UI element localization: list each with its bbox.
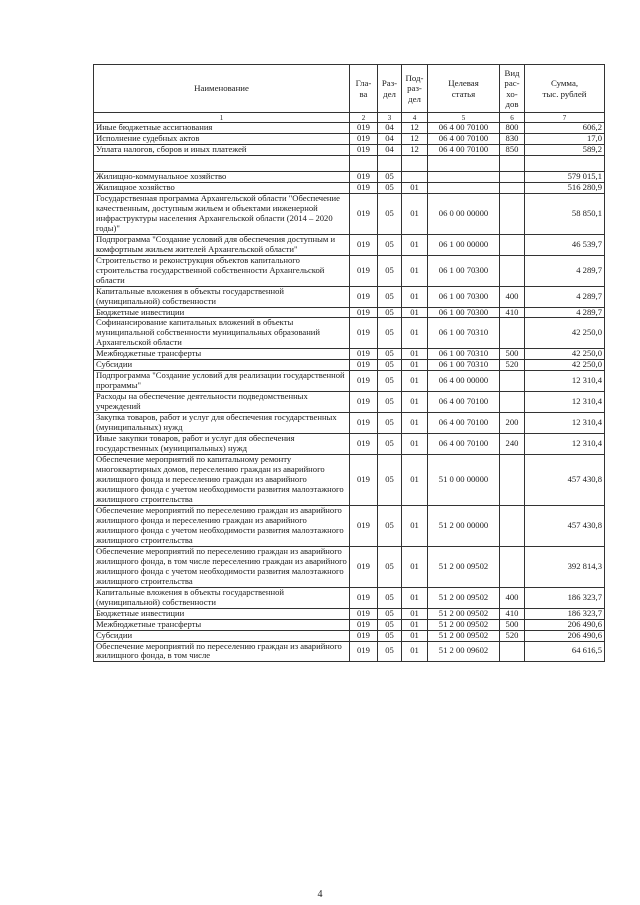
row-name-cell: Исполнение судебных актов <box>94 133 350 144</box>
row-exp-type-cell <box>500 193 525 234</box>
row-chapter-cell: 019 <box>350 286 378 307</box>
table-body <box>94 123 605 662</box>
row-chapter-cell: 019 <box>350 434 378 455</box>
header-name: Наименование <box>94 65 350 113</box>
row-name-cell: Капитальные вложения в объекты государственной (муниципальной) собственности <box>94 286 350 307</box>
header-target: Целевая статья <box>428 65 500 113</box>
row-sum-cell: 42 250,0 <box>525 360 605 371</box>
row-section-cell: 05 <box>378 505 402 546</box>
row-sum-cell: 42 250,0 <box>525 318 605 349</box>
table-row <box>94 171 605 182</box>
table-row <box>94 307 605 318</box>
row-chapter-cell: 019 <box>350 193 378 234</box>
row-section-cell: 04 <box>378 144 402 155</box>
row-exp-type-cell <box>500 455 525 506</box>
row-exp-type-cell: 520 <box>500 360 525 371</box>
table-row <box>94 255 605 286</box>
table-row <box>94 182 605 193</box>
row-chapter-cell: 019 <box>350 505 378 546</box>
row-subsection-cell: 01 <box>402 608 428 619</box>
row-chapter-cell: 019 <box>350 392 378 413</box>
row-exp-type-cell: 500 <box>500 349 525 360</box>
table-row <box>94 318 605 349</box>
row-name-cell: Бюджетные инвестиции <box>94 608 350 619</box>
row-section-cell: 05 <box>378 286 402 307</box>
row-name-cell: Расходы на обеспечение деятельности подведомственных учреждений <box>94 392 350 413</box>
row-subsection-cell: 01 <box>402 193 428 234</box>
row-name-cell: Межбюджетные трансферты <box>94 349 350 360</box>
row-subsection-cell: 01 <box>402 619 428 630</box>
table-row <box>94 133 605 144</box>
row-sum-cell: 516 280,9 <box>525 182 605 193</box>
row-sum-cell: 589,2 <box>525 144 605 155</box>
table-row <box>94 455 605 506</box>
table-row <box>94 546 605 587</box>
table-row <box>94 434 605 455</box>
row-exp-type-cell: 850 <box>500 144 525 155</box>
header-exp-type: Вид рас- хо- дов <box>500 65 525 113</box>
row-exp-type-cell <box>500 234 525 255</box>
row-chapter-cell: 019 <box>350 371 378 392</box>
row-target-cell: 06 4 00 70100 <box>428 123 500 134</box>
row-section-cell: 04 <box>378 133 402 144</box>
row-exp-type-cell <box>500 505 525 546</box>
row-chapter-cell <box>350 155 378 171</box>
row-sum-cell: 12 310,4 <box>525 371 605 392</box>
page-number: 4 <box>317 889 323 900</box>
row-chapter-cell: 019 <box>350 133 378 144</box>
row-exp-type-cell: 800 <box>500 123 525 134</box>
row-target-cell: 51 2 00 09502 <box>428 587 500 608</box>
column-number: 3 <box>378 113 402 123</box>
row-chapter-cell: 019 <box>350 455 378 506</box>
row-sum-cell: 12 310,4 <box>525 392 605 413</box>
header-subsection: Под- раз- дел <box>402 65 428 113</box>
row-sum-cell: 4 289,7 <box>525 307 605 318</box>
row-exp-type-cell <box>500 392 525 413</box>
row-sum-cell: 579 015,1 <box>525 171 605 182</box>
row-target-cell: 06 1 00 70310 <box>428 360 500 371</box>
row-target-cell: 51 2 00 09502 <box>428 608 500 619</box>
column-number-row <box>94 113 605 123</box>
row-subsection-cell: 01 <box>402 318 428 349</box>
row-subsection-cell: 01 <box>402 307 428 318</box>
row-exp-type-cell <box>500 641 525 662</box>
row-subsection-cell: 12 <box>402 144 428 155</box>
row-section-cell <box>378 155 402 171</box>
row-chapter-cell: 019 <box>350 413 378 434</box>
row-exp-type-cell <box>500 171 525 182</box>
header-sum: Сумма, тыс. рублей <box>525 65 605 113</box>
row-sum-cell: 46 539,7 <box>525 234 605 255</box>
column-number: 4 <box>402 113 428 123</box>
row-chapter-cell: 019 <box>350 307 378 318</box>
row-chapter-cell: 019 <box>350 587 378 608</box>
row-chapter-cell: 019 <box>350 255 378 286</box>
row-section-cell: 05 <box>378 608 402 619</box>
row-sum-cell <box>525 155 605 171</box>
row-section-cell: 05 <box>378 193 402 234</box>
row-exp-type-cell: 520 <box>500 630 525 641</box>
row-subsection-cell: 01 <box>402 182 428 193</box>
row-subsection-cell: 01 <box>402 630 428 641</box>
row-name-cell: Межбюджетные трансферты <box>94 619 350 630</box>
table-row <box>94 413 605 434</box>
row-sum-cell: 4 289,7 <box>525 286 605 307</box>
row-name-cell: Субсидии <box>94 360 350 371</box>
row-sum-cell: 206 490,6 <box>525 630 605 641</box>
row-section-cell: 04 <box>378 123 402 134</box>
row-section-cell: 05 <box>378 360 402 371</box>
row-target-cell: 06 0 00 00000 <box>428 193 500 234</box>
table-row <box>94 630 605 641</box>
row-name-cell: Подпрограмма "Создание условий для реализации государственной программы" <box>94 371 350 392</box>
table-row <box>94 155 605 171</box>
row-chapter-cell: 019 <box>350 619 378 630</box>
row-target-cell: 06 1 00 00000 <box>428 234 500 255</box>
row-sum-cell: 64 616,5 <box>525 641 605 662</box>
row-chapter-cell: 019 <box>350 123 378 134</box>
row-target-cell: 51 0 00 00000 <box>428 455 500 506</box>
row-subsection-cell: 01 <box>402 392 428 413</box>
row-exp-type-cell: 400 <box>500 286 525 307</box>
row-chapter-cell: 019 <box>350 641 378 662</box>
table-row <box>94 144 605 155</box>
row-exp-type-cell: 410 <box>500 608 525 619</box>
row-subsection-cell: 01 <box>402 546 428 587</box>
row-section-cell: 05 <box>378 182 402 193</box>
row-name-cell: Обеспечение мероприятий по переселению граждан из аварийного жилищного фонда и переселению граждан из аварийного жилищного фонда с учетом необходимости развития малоэтажного жилищного строительства <box>94 505 350 546</box>
row-name-cell: Подпрограмма "Создание условий для обеспечения доступным и комфортным жильем жителей Архангельской области" <box>94 234 350 255</box>
row-name-cell: Государственная программа Архангельской области "Обеспечение качественным, доступным жильем и объектами инженерной инфраструктуры населения Архангельской области (2014 – 2020 годы)" <box>94 193 350 234</box>
table-row <box>94 641 605 662</box>
row-subsection-cell <box>402 171 428 182</box>
row-sum-cell: 186 323,7 <box>525 608 605 619</box>
table-row <box>94 234 605 255</box>
row-sum-cell: 4 289,7 <box>525 255 605 286</box>
row-section-cell: 05 <box>378 307 402 318</box>
row-exp-type-cell <box>500 255 525 286</box>
row-target-cell: 06 1 00 70310 <box>428 349 500 360</box>
table-row <box>94 286 605 307</box>
row-chapter-cell: 019 <box>350 144 378 155</box>
row-name-cell: Жилищное хозяйство <box>94 182 350 193</box>
column-number: 1 <box>94 113 350 123</box>
row-subsection-cell: 01 <box>402 505 428 546</box>
row-target-cell: 06 4 00 70100 <box>428 413 500 434</box>
row-exp-type-cell <box>500 371 525 392</box>
row-name-cell: Софинансирование капитальных вложений в объекты муниципальной собственности муниципальных образований Архангельской области <box>94 318 350 349</box>
row-section-cell: 05 <box>378 371 402 392</box>
row-target-cell: 06 1 00 70310 <box>428 318 500 349</box>
row-exp-type-cell: 400 <box>500 587 525 608</box>
row-target-cell: 06 4 00 70100 <box>428 434 500 455</box>
row-name-cell: Закупка товаров, работ и услуг для обеспечения государственных (муниципальных) нужд <box>94 413 350 434</box>
row-sum-cell: 186 323,7 <box>525 587 605 608</box>
row-target-cell: 06 4 00 70100 <box>428 392 500 413</box>
row-sum-cell: 457 430,8 <box>525 505 605 546</box>
table-row <box>94 619 605 630</box>
row-sum-cell: 392 814,3 <box>525 546 605 587</box>
table-row <box>94 371 605 392</box>
row-subsection-cell: 01 <box>402 434 428 455</box>
header-section: Раз- дел <box>378 65 402 113</box>
row-sum-cell: 12 310,4 <box>525 413 605 434</box>
column-number: 5 <box>428 113 500 123</box>
row-exp-type-cell: 200 <box>500 413 525 434</box>
row-target-cell: 51 2 00 09602 <box>428 641 500 662</box>
row-subsection-cell: 01 <box>402 286 428 307</box>
row-name-cell: Иные закупки товаров, работ и услуг для обеспечения государственных (муниципальных) нужд <box>94 434 350 455</box>
row-exp-type-cell <box>500 546 525 587</box>
row-target-cell <box>428 155 500 171</box>
row-chapter-cell: 019 <box>350 630 378 641</box>
row-chapter-cell: 019 <box>350 182 378 193</box>
row-section-cell: 05 <box>378 171 402 182</box>
row-target-cell: 51 2 00 09502 <box>428 630 500 641</box>
row-section-cell: 05 <box>378 255 402 286</box>
row-target-cell: 51 2 00 09502 <box>428 546 500 587</box>
row-section-cell: 05 <box>378 434 402 455</box>
row-subsection-cell <box>402 155 428 171</box>
row-section-cell: 05 <box>378 392 402 413</box>
row-subsection-cell: 01 <box>402 234 428 255</box>
row-name-cell: Субсидии <box>94 630 350 641</box>
row-exp-type-cell <box>500 155 525 171</box>
row-exp-type-cell: 500 <box>500 619 525 630</box>
budget-table <box>93 64 605 662</box>
row-sum-cell: 606,2 <box>525 123 605 134</box>
column-number: 2 <box>350 113 378 123</box>
row-chapter-cell: 019 <box>350 546 378 587</box>
row-chapter-cell: 019 <box>350 360 378 371</box>
row-exp-type-cell: 240 <box>500 434 525 455</box>
row-subsection-cell: 01 <box>402 455 428 506</box>
row-sum-cell: 58 850,1 <box>525 193 605 234</box>
row-exp-type-cell <box>500 182 525 193</box>
header-row <box>94 65 605 113</box>
row-chapter-cell: 019 <box>350 318 378 349</box>
column-number: 6 <box>500 113 525 123</box>
row-target-cell: 06 4 00 00000 <box>428 371 500 392</box>
row-target-cell: 51 2 00 09502 <box>428 619 500 630</box>
row-section-cell: 05 <box>378 619 402 630</box>
row-section-cell: 05 <box>378 413 402 434</box>
row-name-cell: Иные бюджетные ассигнования <box>94 123 350 134</box>
table-row <box>94 505 605 546</box>
row-sum-cell: 42 250,0 <box>525 349 605 360</box>
row-target-cell: 06 1 00 70300 <box>428 255 500 286</box>
row-target-cell: 06 4 00 70100 <box>428 144 500 155</box>
row-name-cell: Обеспечение мероприятий по капитальному ремонту многоквартирных домов, переселению граждан из аварийного жилищного фонда и переселению граждан из аварийного жилищного фонда с учетом необходимости развития малоэтажного жилищного строительства <box>94 455 350 506</box>
row-chapter-cell: 019 <box>350 171 378 182</box>
table-row <box>94 360 605 371</box>
row-target-cell <box>428 171 500 182</box>
row-sum-cell: 457 430,8 <box>525 455 605 506</box>
table-row <box>94 193 605 234</box>
row-sum-cell: 206 490,6 <box>525 619 605 630</box>
row-chapter-cell: 019 <box>350 234 378 255</box>
table-row <box>94 123 605 134</box>
row-name-cell: Уплата налогов, сборов и иных платежей <box>94 144 350 155</box>
row-name-cell: Капитальные вложения в объекты государственной (муниципальной) собственности <box>94 587 350 608</box>
row-sum-cell: 17,0 <box>525 133 605 144</box>
row-section-cell: 05 <box>378 587 402 608</box>
header-chapter: Гла- ва <box>350 65 378 113</box>
row-exp-type-cell: 410 <box>500 307 525 318</box>
row-section-cell: 05 <box>378 546 402 587</box>
row-section-cell: 05 <box>378 455 402 506</box>
row-subsection-cell: 01 <box>402 255 428 286</box>
row-name-cell: Строительство и реконструкция объектов капитального строительства государственной собственности Архангельской области <box>94 255 350 286</box>
row-subsection-cell: 01 <box>402 587 428 608</box>
row-exp-type-cell: 830 <box>500 133 525 144</box>
column-number: 7 <box>525 113 605 123</box>
row-name-cell: Обеспечение мероприятий по переселению граждан из аварийного жилищного фонда, в том числе <box>94 641 350 662</box>
row-subsection-cell: 01 <box>402 413 428 434</box>
row-subsection-cell: 12 <box>402 133 428 144</box>
row-name-cell: Обеспечение мероприятий по переселению граждан из аварийного жилищного фонда, в том числе переселению граждан из аварийного жилищного фонда с учетом необходимости развития малоэтажного жилищного строительства <box>94 546 350 587</box>
row-subsection-cell: 01 <box>402 641 428 662</box>
row-chapter-cell: 019 <box>350 349 378 360</box>
row-target-cell: 06 1 00 70300 <box>428 307 500 318</box>
table-row <box>94 349 605 360</box>
row-name-cell: Жилищно-коммунальное хозяйство <box>94 171 350 182</box>
table-row <box>94 392 605 413</box>
row-name-cell: Бюджетные инвестиции <box>94 307 350 318</box>
row-sum-cell: 12 310,4 <box>525 434 605 455</box>
row-chapter-cell: 019 <box>350 608 378 619</box>
row-section-cell: 05 <box>378 234 402 255</box>
row-target-cell: 51 2 00 00000 <box>428 505 500 546</box>
row-subsection-cell: 01 <box>402 371 428 392</box>
row-exp-type-cell <box>500 318 525 349</box>
row-section-cell: 05 <box>378 641 402 662</box>
row-target-cell <box>428 182 500 193</box>
row-subsection-cell: 01 <box>402 349 428 360</box>
row-target-cell: 06 1 00 70300 <box>428 286 500 307</box>
row-target-cell: 06 4 00 70100 <box>428 133 500 144</box>
row-section-cell: 05 <box>378 349 402 360</box>
row-subsection-cell: 01 <box>402 360 428 371</box>
row-subsection-cell: 12 <box>402 123 428 134</box>
table-row <box>94 587 605 608</box>
table-row <box>94 608 605 619</box>
row-name-cell <box>94 155 350 171</box>
row-section-cell: 05 <box>378 318 402 349</box>
row-section-cell: 05 <box>378 630 402 641</box>
